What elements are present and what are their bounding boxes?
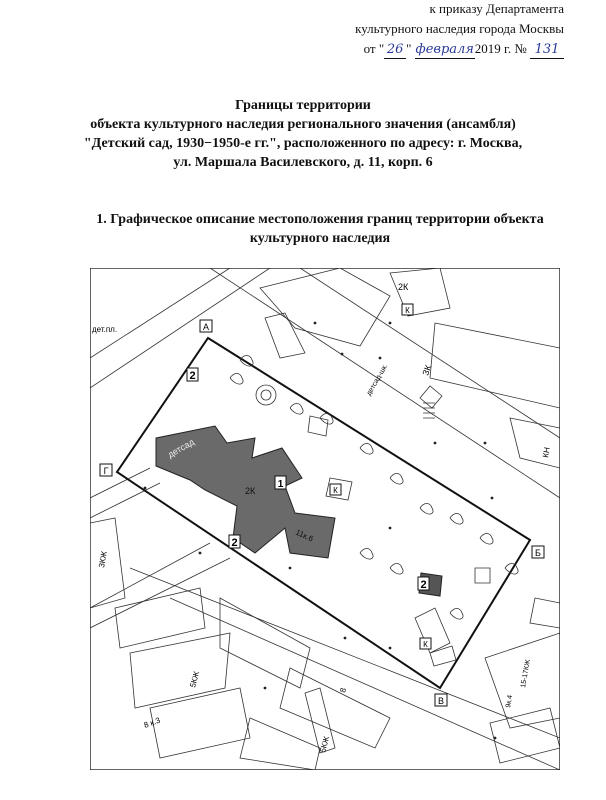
label-2k-top: 2К (398, 282, 409, 292)
svg-text:К: К (405, 306, 410, 315)
svg-text:Б: Б (535, 548, 541, 558)
point-marker-v (435, 694, 447, 706)
year-prefix: 2019 г. № (474, 41, 527, 56)
order-day: 26 (384, 41, 406, 59)
svg-text:2: 2 (189, 370, 196, 382)
k-box (402, 304, 413, 315)
k-box (330, 484, 341, 495)
object-marker-1 (275, 476, 286, 490)
object-marker-2 (187, 368, 198, 382)
label-15-17kzh: 15-17КЖ (520, 659, 532, 689)
site-plan-map (90, 268, 560, 770)
svg-text:Г: Г (103, 466, 109, 476)
svg-text:2: 2 (231, 537, 238, 549)
point-marker-g (100, 464, 112, 476)
label-5kzh-b: 5КЖ (318, 735, 332, 754)
object-marker-2 (418, 577, 429, 591)
label-5kzh: 5КЖ (188, 670, 202, 689)
label-8: 8 (338, 686, 349, 694)
doc-title-4: ул. Маршала Василевского, д. 11, корп. 6 (173, 155, 433, 170)
label-9k4: 9к.4 (505, 694, 515, 709)
doc-title-3: "Детский сад, 1930−1950-е гг.", расположенного по адресу: г. Москва, (83, 136, 523, 151)
label-detsad: детсад (166, 436, 196, 460)
order-date-line: от " 26 " февраля2019 г. № 131 (364, 40, 564, 59)
point-marker-a (200, 320, 212, 332)
svg-text:К: К (333, 486, 338, 495)
label-3k: 3К (420, 363, 434, 377)
point-marker-b (532, 546, 544, 558)
header-line-2: культурного наследия города Москвы (355, 21, 564, 36)
doc-title-2: объекта культурного наследия регионального значения (ансамбля) (90, 117, 516, 132)
label-2k-building: 2К (245, 486, 256, 496)
svg-text:А: А (202, 322, 210, 332)
label-kn: КН (541, 446, 552, 459)
header-line-1: к приказу Департамента (429, 1, 564, 16)
svg-text:В: В (437, 696, 445, 706)
label-3kzh: 3КЖ (97, 550, 109, 569)
svg-text:К: К (423, 640, 428, 649)
doc-title-1: Границы территории (235, 98, 371, 113)
order-number: 131 (530, 41, 564, 59)
label-11k6: 11к.6 (294, 527, 315, 544)
svg-text:1: 1 (277, 479, 284, 490)
svg-text:2: 2 (420, 579, 427, 591)
section-heading-2: культурного наследия (249, 231, 391, 246)
label-8k3: 8 к.3 (142, 715, 162, 730)
section-heading-1: 1. Графическое описание местоположения границ территории объекта (96, 212, 544, 227)
order-month: февраля (415, 42, 474, 57)
k-box (420, 638, 431, 649)
from-prefix: от " (363, 41, 385, 56)
object-marker-2 (229, 535, 240, 549)
label-detsad-shk: детсад-шк. (365, 362, 390, 397)
label-det-pl: дет.пл. (92, 325, 118, 334)
